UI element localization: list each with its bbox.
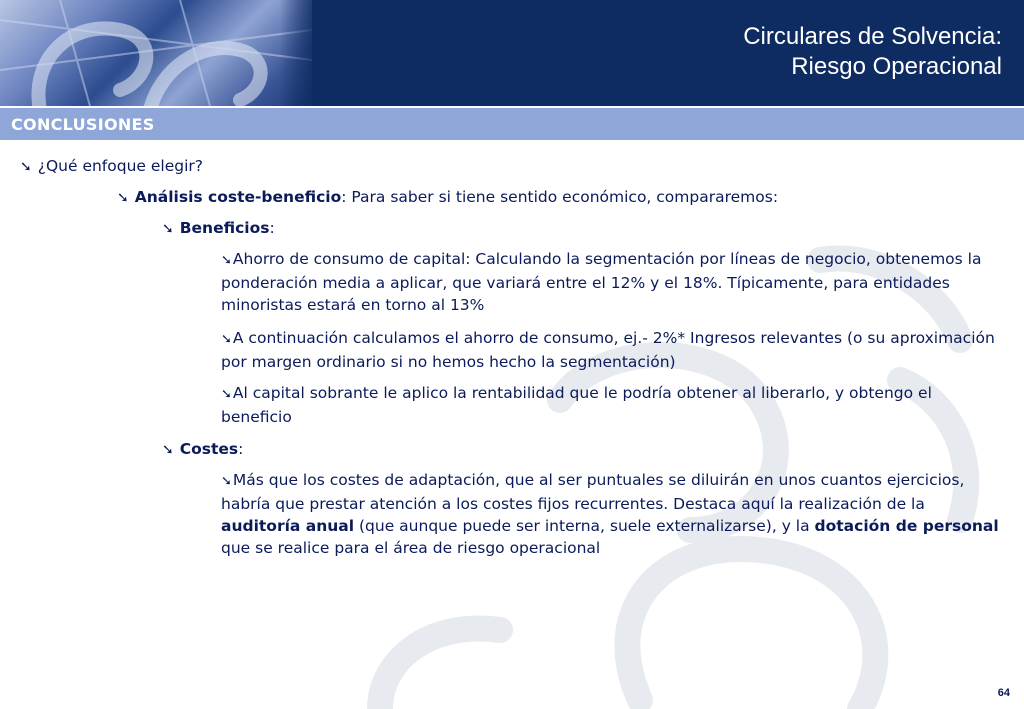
item-text: : Para saber si tiene sentido económico, compararemos: — [341, 188, 779, 206]
question-text: ¿Qué enfoque elegir? — [37, 157, 203, 175]
arrow-bullet-icon: ➘ — [162, 442, 174, 458]
paragraph-benefit-1 — [221, 248, 1001, 316]
slide-title-line2: Riesgo Operacional — [791, 53, 1002, 80]
page-number: 64 — [997, 687, 1010, 699]
paragraph-text: A continuación calculamos el ahorro de consumo, ej.- 2%* Ingresos relevantes (o su aproximación por margen ordinario si no hemos hecho la segmentación) — [221, 329, 995, 371]
header-fade — [280, 0, 320, 106]
paragraph-text: Más que los costes de adaptación, que al ser puntuales se diluirán en unos cuantos ejercicios, habría que prestar atención a los costes fijos recurrentes. Destaca aquí la realización de la — [221, 471, 965, 513]
arrow-bullet-icon: ➘ — [162, 221, 174, 237]
arrow-bullet-icon: ➘ — [221, 332, 232, 347]
paragraph-benefit-3 — [221, 382, 1001, 428]
arrow-bullet-icon: ➘ — [117, 190, 129, 206]
list-item — [162, 217, 275, 240]
arrow-bullet-icon: ➘ — [221, 387, 232, 402]
paragraph-text: (que aunque puede ser interna, suele externalizarse), y la — [354, 517, 815, 535]
item-title: Análisis coste-beneficio — [134, 188, 342, 206]
item-text: : — [269, 219, 275, 237]
header-photo — [0, 0, 312, 106]
emphasis-text: auditoría anual — [221, 517, 355, 535]
slide-title — [743, 22, 1002, 82]
item-text: : — [238, 440, 244, 458]
section-band — [0, 106, 1024, 140]
arrow-bullet-icon: ➘ — [20, 159, 32, 175]
section-label: CONCLUSIONES — [11, 115, 155, 134]
item-title: Beneficios — [179, 219, 270, 237]
list-item — [117, 186, 778, 209]
arrow-bullet-icon: ➘ — [221, 474, 232, 489]
paragraph-text: que se realice para el área de riesgo operacional — [221, 539, 601, 557]
paragraph-benefit-2 — [221, 327, 1001, 373]
header-banner — [0, 0, 1024, 106]
emphasis-text: dotación de personal — [814, 517, 999, 535]
list-item — [162, 438, 243, 461]
item-title: Costes — [179, 440, 239, 458]
arrow-bullet-icon: ➘ — [221, 253, 232, 268]
paragraph-text: Al capital sobrante le aplico la rentabilidad que le podría obtener al liberarlo, y obtengo el beneficio — [221, 384, 932, 426]
paragraph-cost-1 — [221, 469, 1001, 559]
list-item — [20, 155, 203, 178]
paragraph-text: Ahorro de consumo de capital: Calculando la segmentación por líneas de negocio, obtenemos la ponderación media a aplicar, que variará entre el 12% y el 18%. Típicamente, para entidades minoristas estará en torno al 13% — [221, 250, 982, 314]
slide-title-line1: Circulares de Solvencia: — [743, 23, 1002, 50]
